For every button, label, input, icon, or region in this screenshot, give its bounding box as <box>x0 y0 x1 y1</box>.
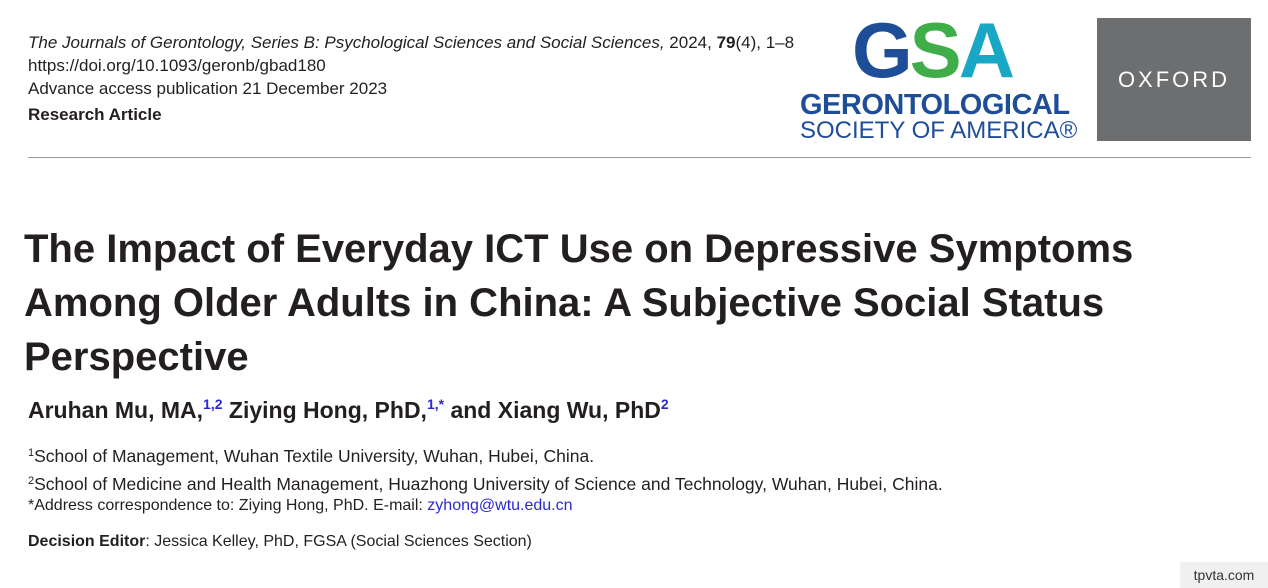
decision-editor <box>28 533 532 551</box>
author-name: Aruhan Mu, MA, <box>28 397 204 423</box>
author-list <box>28 396 669 424</box>
author-affiliation-marker[interactable]: 2 <box>660 396 669 412</box>
article-title: The Impact of Everyday ICT Use on Depressive Symptoms Among Older Adults in China: A Subjective Social Status Perspective <box>24 227 1134 379</box>
advance-access-date: Advance access publication 21 December 2023 <box>28 79 388 98</box>
gsa-society-name: GERONTOLOGICAL SOCIETY OF AMERICA® <box>800 89 1078 144</box>
correspondence <box>28 497 573 515</box>
watermark: tpvta.com <box>1180 562 1268 588</box>
author-name: Ziying Hong, PhD, <box>222 397 427 423</box>
affiliation-item: $^1$School of Management, Wuhan Textile University, Wuhan, Hubei, China. <box>28 446 595 466</box>
decision-editor-label: Decision Editor <box>28 533 146 550</box>
author-affiliation-marker[interactable]: 1,2 <box>203 396 223 412</box>
correspondence-text: *Address correspondence to: Ziying Hong, PhD. E-mail: <box>28 497 428 514</box>
article-type: Research Article <box>28 105 162 124</box>
author-affiliation-marker[interactable]: 1,* <box>426 396 445 412</box>
email-link[interactable]: zyhong@wtu.edu.cn <box>427 497 573 514</box>
decision-editor-text: : Jessica Kelley, PhD, FGSA (Social Sciences Section) <box>145 533 532 550</box>
author-name: and Xiang Wu, PhD <box>444 397 661 423</box>
affiliation-item: $^2$School of Medicine and Health Management, Huazhong University of Science and Technology, Wuhan, Hubei, China. <box>28 474 943 494</box>
gsa-letters: GSA <box>852 6 1013 94</box>
journal-name: The Journals of Gerontology, Series B: Psychological Sciences and Social Sciences, <box>28 33 665 52</box>
oxford-logo: OXFORD <box>1097 18 1251 141</box>
issue-pages: (4), 1–8 <box>735 33 795 52</box>
header-divider <box>28 157 1251 158</box>
article-metadata <box>28 31 794 126</box>
citation-line <box>28 31 794 54</box>
volume: 79 <box>716 33 736 52</box>
gsa-logo <box>800 6 1090 146</box>
doi-link[interactable]: https://doi.org/10.1093/geronb/gbad180 <box>28 56 326 75</box>
year: 2024, <box>664 33 717 52</box>
affiliations <box>28 441 943 497</box>
